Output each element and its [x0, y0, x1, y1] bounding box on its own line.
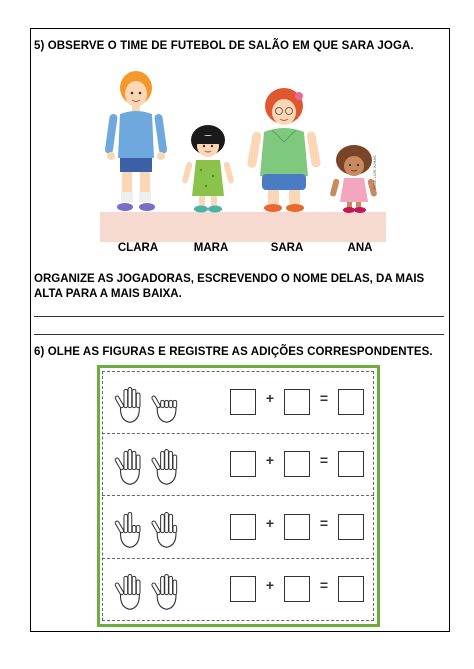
- question-5-instruction: ORGANIZE AS JOGADORAS, ESCREVENDO O NOME DELAS, DA MAIS ALTA PARA A MAIS BAIXA.: [34, 273, 425, 300]
- addition-row: [102, 372, 374, 434]
- illustrator-credit: JOSÉ LUIS JUHAS: [372, 155, 377, 190]
- plus-sign: +: [265, 577, 275, 593]
- first-addend-box[interactable]: [230, 451, 256, 477]
- hands-figure: [108, 444, 194, 488]
- 5-finger-hand-icon: [115, 575, 140, 610]
- ana-figure: [329, 145, 377, 213]
- player-name-sara: SARA: [270, 242, 304, 254]
- plus-sign: +: [265, 390, 275, 406]
- hands-figure: [108, 382, 194, 426]
- sum-box[interactable]: [338, 389, 364, 415]
- addition-row: [102, 497, 374, 559]
- first-addend-box[interactable]: [230, 389, 256, 415]
- floor: [100, 212, 386, 242]
- 3-finger-hand-icon: [115, 513, 140, 548]
- equals-sign: =: [319, 515, 329, 531]
- players-illustration: [98, 66, 388, 242]
- equals-sign: =: [319, 577, 329, 593]
- equals-sign: =: [319, 452, 329, 468]
- first-addend-box[interactable]: [230, 576, 256, 602]
- second-addend-box[interactable]: [284, 451, 310, 477]
- 5-finger-hand-icon: [115, 388, 140, 423]
- sum-box[interactable]: [338, 514, 364, 540]
- first-addend-box[interactable]: [230, 514, 256, 540]
- sum-box[interactable]: [338, 576, 364, 602]
- answer-line-2[interactable]: [34, 334, 444, 335]
- second-addend-box[interactable]: [284, 514, 310, 540]
- second-addend-box[interactable]: [284, 389, 310, 415]
- equals-sign: =: [319, 390, 329, 406]
- addition-row: [102, 559, 374, 621]
- clara-figure: [104, 71, 167, 211]
- one-finger-hand-icon: [151, 395, 176, 422]
- addition-row: [102, 434, 374, 496]
- mara-figure: [181, 125, 234, 213]
- sara-figure: [247, 88, 321, 212]
- 5-finger-hand-icon: [151, 450, 176, 485]
- plus-sign: +: [265, 515, 275, 531]
- plus-sign: +: [265, 452, 275, 468]
- 5-finger-hand-icon: [115, 450, 140, 485]
- 5-finger-hand-icon: [151, 575, 176, 610]
- question-6-title: 6) OLHE AS FIGURAS E REGISTRE AS ADIÇÕES CORRESPONDENTES.: [34, 346, 433, 358]
- player-name-clara: CLARA: [117, 242, 159, 254]
- sum-box[interactable]: [338, 451, 364, 477]
- hands-figure: [108, 507, 194, 551]
- player-name-mara: MARA: [193, 242, 229, 254]
- second-addend-box[interactable]: [284, 576, 310, 602]
- answer-line-1[interactable]: [34, 316, 444, 317]
- player-name-ana: ANA: [347, 242, 373, 254]
- question-5-title: 5) OBSERVE O TIME DE FUTEBOL DE SALÃO EM QUE SARA JOGA.: [34, 40, 414, 52]
- 4-finger-hand-icon: [151, 513, 176, 548]
- hands-figure: [108, 569, 194, 613]
